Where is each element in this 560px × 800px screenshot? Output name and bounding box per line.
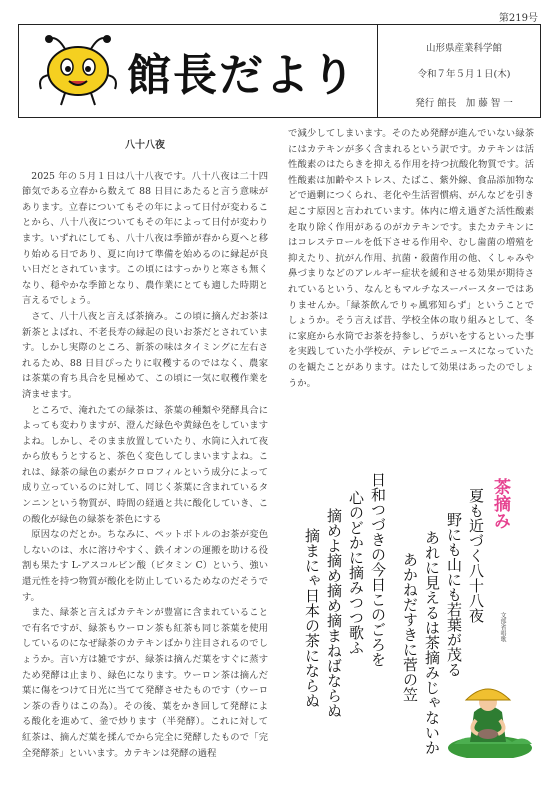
school-name: 山形県産業科学館 [425, 43, 502, 54]
poem-line: 夏も近づく八十八夜 [467, 488, 485, 623]
paragraph: 2025 年の５月１日は八十八夜です。八十八夜は二十四節気である立春から数えて 88 日目にあたると言う意味があります。立春についてもその年によって日付が変わることから、八十八夜についてもその年によって日付が変わります。いずれにしても、八十八夜は季節が春から夏へと移り始める日であり、夏に向けて準備を始めるのに縁起が良い日だとされています。この頃にはすっかりと寒さも無くなり、穏やかな季節となり、農作業にとても適した時期と言えるでしょう。 [22, 170, 268, 307]
poem-line: 心のどかに摘みつつ歌ふ [347, 490, 365, 655]
poem-line: 摘めよ摘め摘め摘まねばならぬ [325, 508, 343, 718]
header-meta [389, 25, 539, 117]
article-heading: 八十八夜 [125, 140, 165, 151]
issue-date: 令和７年５月１日(木) [417, 69, 511, 80]
poem-line: 摘まにゃ日本の茶にならぬ [303, 528, 321, 708]
publisher: 発行 館長 加 藤 智 一 [415, 98, 513, 109]
paragraph: で減少してしまいます。そのため発酵が進んでいない緑茶にはカテキンが多く含まれるという訳です。カテキンは活性酸素のはたらきを抑える作用を持つ抗酸化物質です。活性酸素は加齢やストレス、たばこ、紫外線、食品添加物などで過剰につくられ、老化や生活習慣病、がんなどを引き起こす原因と言われています。体内に増え過ぎた活性酸素を取り除く作用があるのがカテキンです。またカテキンにはコレステロールを低下させる作用や、むし歯菌の増殖を抑えたり、抗がん作用、抗菌・殺菌作用の他、くしゃみや鼻づまりなどのアレルギー症状を緩和させる効果が期待されているという、なんともマルチなスーパースターではありませんか。「緑茶飲んでりゃ風邪知らず」ということでしょうか。そう言えば昔、学校全体の取り組みとして、冬に家庭から水筒でお茶を持参し、うがいをするといった事を実践していた小学校が、テレビでニュースになっていたのを観たことがあります。はたして効果はあったのでしょうか。 [288, 128, 534, 389]
paragraph: ところで、淹れたての緑茶は、茶葉の種類や発酵具合によっても変わりますが、澄んだ緑色や黄緑色をしていますよね。しかし、そのまま放置していたり、水筒に入れて夜から放もうとすると、茶色く変色してしまいますよね。これは、緑茶の緑色の素がクロロフィルという成分によって成り立っているのに対して、同じく茶葉に含まれているタンニンという物質が、時間の経過と共に酸化していき、この酸化が緑色の緑茶を茶色にする [22, 404, 268, 525]
farmer-illustration [448, 672, 534, 758]
mascot-icon [35, 33, 121, 109]
paragraph: 原因なのだとか。ちなみに、ペットボトルのお茶が変色しないのは、水に溶けやすく、鉄イオンの運搬を助ける役割も果たす L-アスコルビン酸（ビタミン C）という、強い還元性を持つ物質が酸化を防止しているためなのだそうです。 [22, 529, 268, 603]
paragraph: さて、八十八夜と言えば茶摘み。この頃に摘んだお茶は新茶とよばれ、不老長寿の縁起の良いお茶だとされています。しかし実際のところ、新茶の味はタイミングに左右されるため、88 日目ぴったりに収穫するのではなく、農家は茶葉の育ち具合を見極めて、この頃に一気に収穫作業を済ませます。 [22, 310, 268, 400]
issue-number: 第219号 [498, 13, 538, 24]
poem-line: あれに見えるは茶摘みじゃないか [423, 530, 441, 755]
article-right-column [288, 126, 534, 391]
newsletter-title: 館長だより [127, 50, 357, 101]
poem-line: あかねだすきに菅の笠 [401, 552, 419, 702]
newsletter-header [18, 24, 541, 118]
header-divider [377, 25, 378, 117]
article-left-column [22, 126, 268, 761]
paragraph: また、緑茶と言えばカテキンが豊富に含まれていることで有名ですが、緑茶もウーロン茶も紅茶も同じ茶葉を使用しているのになぜ緑茶のカテキンばかり注目されるのでしょうか。言い方は雑ですが、緑茶は摘んだ葉をすぐに蒸すため発酵は止まり、緑色になります。ウーロン茶は摘んだ葉に傷をつけて日光に当てて発酵させたものです（ウーロン茶の香りはこの為）。その後、葉をかき回して発酵による酸化を進めて、釜で炒ります（半発酵）。これに対して紅茶は、摘んだ葉を揉んでから完全に発酵したもので「完全発酵茶」といいます。カテキンは発酵の過程 [22, 607, 268, 759]
poem-title: 茶摘み [490, 478, 510, 529]
poem-credit: 文部省唱歌 [499, 612, 506, 642]
poem-line: 野にも山にも若葉が茂る [445, 512, 463, 677]
poem-line: 日和つづきの今日このごろを [369, 472, 387, 667]
